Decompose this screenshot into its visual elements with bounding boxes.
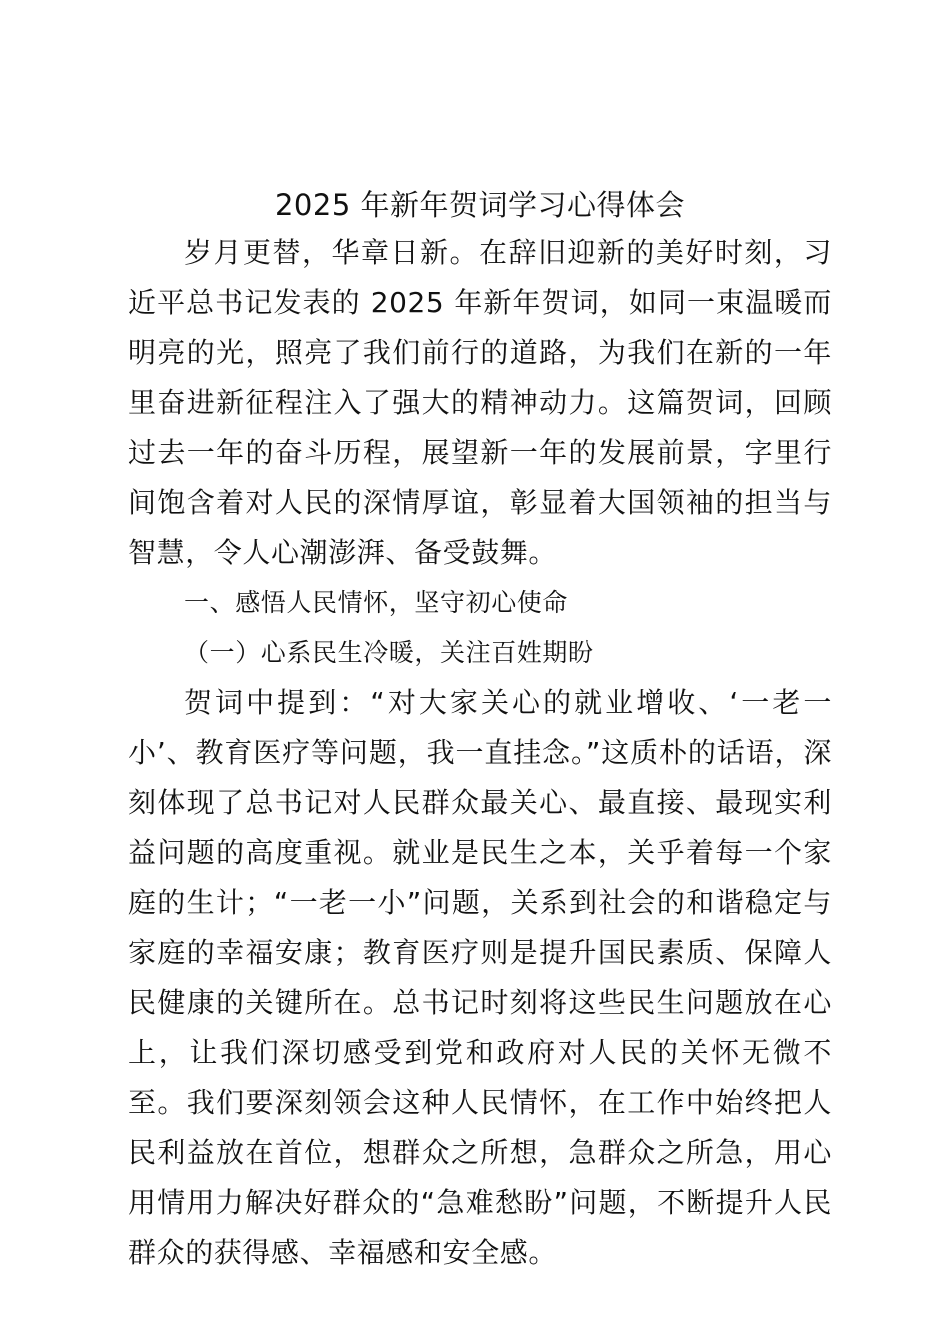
section-heading-1: 一、感悟人民情怀，坚守初心使命 [184, 588, 569, 617]
subsection-body-1: 贺词中提到：“对大家关心的就业增收、‘一老一小’、教育医疗等问题，我一直挂念。”这质朴的话语，深刻体现了总书记对人民群众最关心、最直接、最现实利益问题的高度重视。就业是民生之本，关乎着每一个家庭的生计；“一老一小”问题，关系到社会的和谐稳定与家庭的幸福安康；教育医疗则是提升国民素质、保障人民健康的关键所在。总书记时刻将这些民生问题放在心上，让我们深切感受到党和政府对人民的关怀无微不至。我们要深刻领会这种人民情怀，在工作中始终把人民利益放在首位，想群众之所想，急群众之所急，用心用情用力解决好群众的“急难愁盼”问题，不断提升人民群众的获得感、幸福感和安全感。 [128, 686, 832, 1269]
subsection-heading-1: （一）心系民生冷暖，关注百姓期盼 [184, 638, 594, 667]
document-page [128, 182, 832, 1278]
document-title: 2025 年新年贺词学习心得体会 [274, 188, 686, 222]
intro-paragraph: 岁月更替，华章日新。在辞旧迎新的美好时刻，习近平总书记发表的 2025 年新年贺词，如同一束温暖而明亮的光，照亮了我们前行的道路，为我们在新的一年里奋进新征程注入了强大的精神动力。这篇贺词，回顾过去一年的奋斗历程，展望新一年的发展前景，字里行间饱含着对人民的深情厚谊，彰显着大国领袖的担当与智慧，令人心潮澎湃、备受鼓舞。 [128, 236, 832, 569]
